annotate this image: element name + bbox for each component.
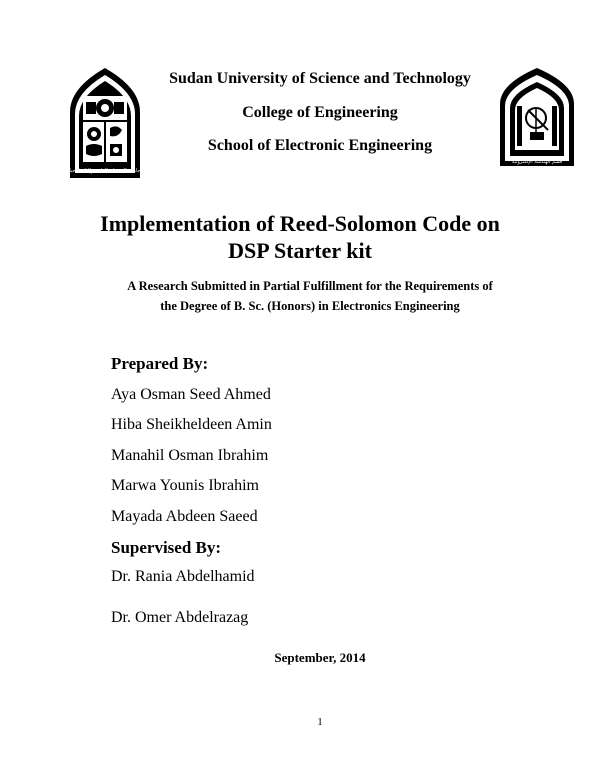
university-name: Sudan University of Science and Technology [169,70,471,87]
submission-statement [100,276,520,316]
author-name: Marwa Younis Ibrahim [111,477,259,494]
supervised-by-heading: Supervised By: [111,538,222,557]
submission-date: September, 2014 [274,650,366,665]
thesis-title [60,210,540,264]
right-logo-arabic-text: قسم الهندسة الإلكترونية [511,159,563,165]
university-seal-icon [64,66,146,180]
author-name: Hiba Sheikheldeen Amin [111,416,272,433]
prepared-by-heading: Prepared By: [111,354,209,373]
college-name: College of Engineering [242,104,398,121]
author-name: Manahil Osman Ibrahim [111,447,269,464]
thesis-title-line-1: Implementation of Reed-Solomon Code on [100,211,500,236]
department-logo [496,66,578,168]
school-name: School of Electronic Engineering [207,137,433,154]
author-name: Mayada Abdeen Saeed [111,508,258,525]
department-emblem-icon [496,66,578,168]
supervisor-name: Dr. Omer Abdelrazag [111,609,249,626]
author-name: Aya Osman Seed Ahmed [111,386,271,403]
left-logo-arabic-text: جامعة السودان للعلوم والتكنولوجيا [69,168,141,174]
submission-statement-line-1: A Research Submitted in Partial Fulfillment for the Requirements of [127,279,493,293]
page-number: 1 [317,716,323,728]
submission-statement-line-2: the Degree of B. Sc. (Honors) in Electronics Engineering [160,299,460,313]
thesis-title-line-2: DSP Starter kit [228,238,372,263]
university-logo [64,66,146,180]
supervisor-name: Dr. Rania Abdelhamid [111,568,255,585]
